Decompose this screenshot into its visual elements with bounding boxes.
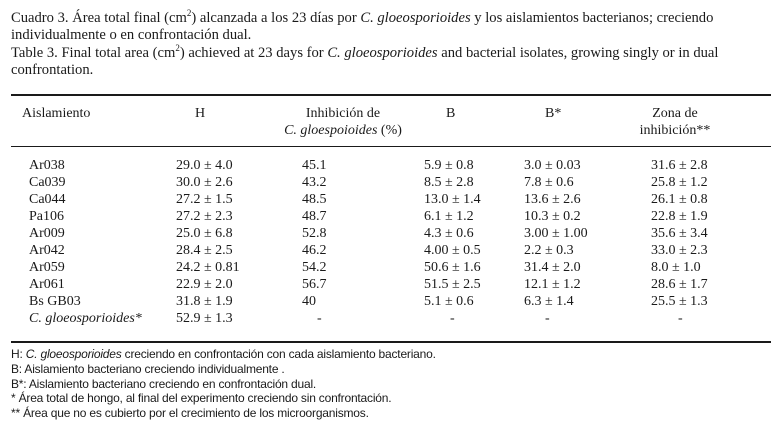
footnote-double-star: ** Área que no es cubierto por el crecimiento de los microorganismos. xyxy=(11,406,369,421)
footnote-h xyxy=(11,347,771,362)
cell-b-star: 2.2 ± 0.3 xyxy=(524,243,574,258)
cell-h: 24.2 ± 0.81 xyxy=(176,260,240,275)
caption-es-mid: ) alcanzada a los 23 días por xyxy=(191,9,361,26)
header-inhibicion-species: C. gloespoioides xyxy=(284,123,378,138)
table-row xyxy=(0,276,775,293)
header-inhibicion-line2 xyxy=(258,122,428,139)
header-zona-line1: Zona de xyxy=(652,106,698,121)
header-b-star: B* xyxy=(545,106,562,121)
cell-inhibicion: 54.2 xyxy=(302,260,327,275)
table-row xyxy=(0,174,775,191)
cell-inhibicion: 40 xyxy=(302,294,316,309)
cell-b-star: 3.0 ± 0.03 xyxy=(524,158,581,173)
cell-b: 4.3 ± 0.6 xyxy=(424,226,474,241)
cell-b-star: 6.3 ± 1.4 xyxy=(524,294,574,309)
table-row xyxy=(0,157,775,174)
cell-b: 8.5 ± 2.8 xyxy=(424,175,474,190)
cell-zona: - xyxy=(678,311,683,326)
cell-aislamiento: Ar059 xyxy=(29,260,65,275)
cell-b-star: 13.6 ± 2.6 xyxy=(524,192,581,207)
cell-b-star: 12.1 ± 1.2 xyxy=(524,277,581,292)
cell-inhibicion: - xyxy=(317,311,322,326)
cell-aislamiento: Ar009 xyxy=(29,226,65,241)
table-row xyxy=(0,208,775,225)
table-row xyxy=(0,191,775,208)
footnote-b: B: Aislamiento bacteriano creciendo individualmente . xyxy=(11,361,285,376)
cell-h: 29.0 ± 4.0 xyxy=(176,158,233,173)
caption-english xyxy=(11,40,771,79)
caption-en-sup: 2 xyxy=(175,43,180,53)
caption-es-pre: Cuadro 3. Área total final (cm xyxy=(11,9,187,26)
cell-h: 27.2 ± 2.3 xyxy=(176,209,233,224)
header-zona-line2: inhibición** xyxy=(639,123,711,138)
cell-b: 51.5 ± 2.5 xyxy=(424,277,481,292)
caption-en-post: and bacterial isolates, growing singly or in dual confrontation. xyxy=(11,44,719,78)
cell-zona: 31.6 ± 2.8 xyxy=(651,158,708,173)
cell-zona: 33.0 ± 2.3 xyxy=(651,243,708,258)
cell-zona: 25.8 ± 1.2 xyxy=(651,175,708,190)
cell-b: 6.1 ± 1.2 xyxy=(424,209,474,224)
cell-b: 4.00 ± 0.5 xyxy=(424,243,481,258)
cell-h: 22.9 ± 2.0 xyxy=(176,277,233,292)
cell-aislamiento: Ar038 xyxy=(29,158,65,173)
cell-aislamiento: Ar042 xyxy=(29,243,65,258)
table-footnotes xyxy=(11,347,771,421)
cell-zona: 22.8 ± 1.9 xyxy=(651,209,708,224)
cell-b-star: 31.4 ± 2.0 xyxy=(524,260,581,275)
header-aislamiento: Aislamiento xyxy=(22,106,91,121)
footnote-star: * Área total de hongo, al final del experimento creciendo sin confrontación. xyxy=(11,391,392,406)
table-top-rule xyxy=(11,94,771,96)
table-bottom-rule xyxy=(11,341,771,343)
footnote-b-star: B*: Aislamiento bacteriano creciendo en confrontación dual. xyxy=(11,376,317,391)
header-h: H xyxy=(195,106,206,121)
cell-h: 27.2 ± 1.5 xyxy=(176,192,233,207)
cell-h: 28.4 ± 2.5 xyxy=(176,243,233,258)
table-row xyxy=(0,242,775,259)
cell-h: 25.0 ± 6.8 xyxy=(176,226,233,241)
cell-b: 5.9 ± 0.8 xyxy=(424,158,474,173)
cell-aislamiento: Bs GB03 xyxy=(29,294,81,309)
cell-inhibicion: 48.7 xyxy=(302,209,327,224)
cell-zona: 8.0 ± 1.0 xyxy=(651,260,701,275)
cell-b: 13.0 ± 1.4 xyxy=(424,192,481,207)
table-row xyxy=(0,310,775,327)
cell-zona: 28.6 ± 1.7 xyxy=(651,277,708,292)
caption-en-species: C. gloeosporioides xyxy=(327,44,438,61)
header-inhibicion-unit: (%) xyxy=(377,123,402,138)
cell-inhibicion: 43.2 xyxy=(302,175,327,190)
caption-en-mid: ) achieved at 23 days for xyxy=(179,44,328,61)
cell-b-star: 10.3 ± 0.2 xyxy=(524,209,581,224)
cell-b: 5.1 ± 0.6 xyxy=(424,294,474,309)
footnote-h-text: creciendo en confrontación con cada aislamiento bacteriano. xyxy=(121,347,436,361)
cell-aislamiento: Ar061 xyxy=(29,277,65,292)
cell-h: 52.9 ± 1.3 xyxy=(176,311,233,326)
header-inhibicion xyxy=(258,105,428,139)
cell-zona: 26.1 ± 0.8 xyxy=(651,192,708,207)
table-header-rule xyxy=(11,146,771,147)
cell-inhibicion: 56.7 xyxy=(302,277,327,292)
cell-inhibicion: 45.1 xyxy=(302,158,327,173)
cell-zona: 35.6 ± 3.4 xyxy=(651,226,708,241)
cell-h: 31.8 ± 1.9 xyxy=(176,294,233,309)
caption-en-pre: Table 3. Final total area (cm xyxy=(11,44,176,61)
cell-h: 30.0 ± 2.6 xyxy=(176,175,233,190)
table-row xyxy=(0,225,775,242)
caption-es-species: C. gloeosporioides xyxy=(360,9,471,26)
cell-b-star: 3.00 ± 1.00 xyxy=(524,226,588,241)
cell-aislamiento: Pa106 xyxy=(29,209,64,224)
cell-zona: 25.5 ± 1.3 xyxy=(651,294,708,309)
caption-spanish xyxy=(11,5,771,44)
cell-b: 50.6 ± 1.6 xyxy=(424,260,481,275)
caption-es-sup: 2 xyxy=(186,8,192,18)
cell-b: - xyxy=(450,311,455,326)
header-b: B xyxy=(446,106,456,121)
header-zona-inhibicion xyxy=(615,105,735,139)
cell-inhibicion: 52.8 xyxy=(302,226,327,241)
cell-inhibicion: 46.2 xyxy=(302,243,327,258)
cell-b-star: 7.8 ± 0.6 xyxy=(524,175,574,190)
cell-aislamiento: C. gloeosporioides* xyxy=(29,311,142,326)
footnote-h-prefix: H: xyxy=(11,347,26,361)
header-inhibicion-line1: Inhibición de xyxy=(305,106,381,121)
footnote-h-species: C. gloeosporioides xyxy=(25,347,122,361)
cell-b-star: - xyxy=(545,311,550,326)
table-row xyxy=(0,259,775,276)
caption-es-post: y los aislamientos bacterianos; creciendo individualmente o en confrontación dual. xyxy=(11,9,714,43)
table-row xyxy=(0,293,775,310)
cell-aislamiento: Ca044 xyxy=(29,192,66,207)
cell-inhibicion: 48.5 xyxy=(302,192,327,207)
cell-aislamiento: Ca039 xyxy=(29,175,66,190)
